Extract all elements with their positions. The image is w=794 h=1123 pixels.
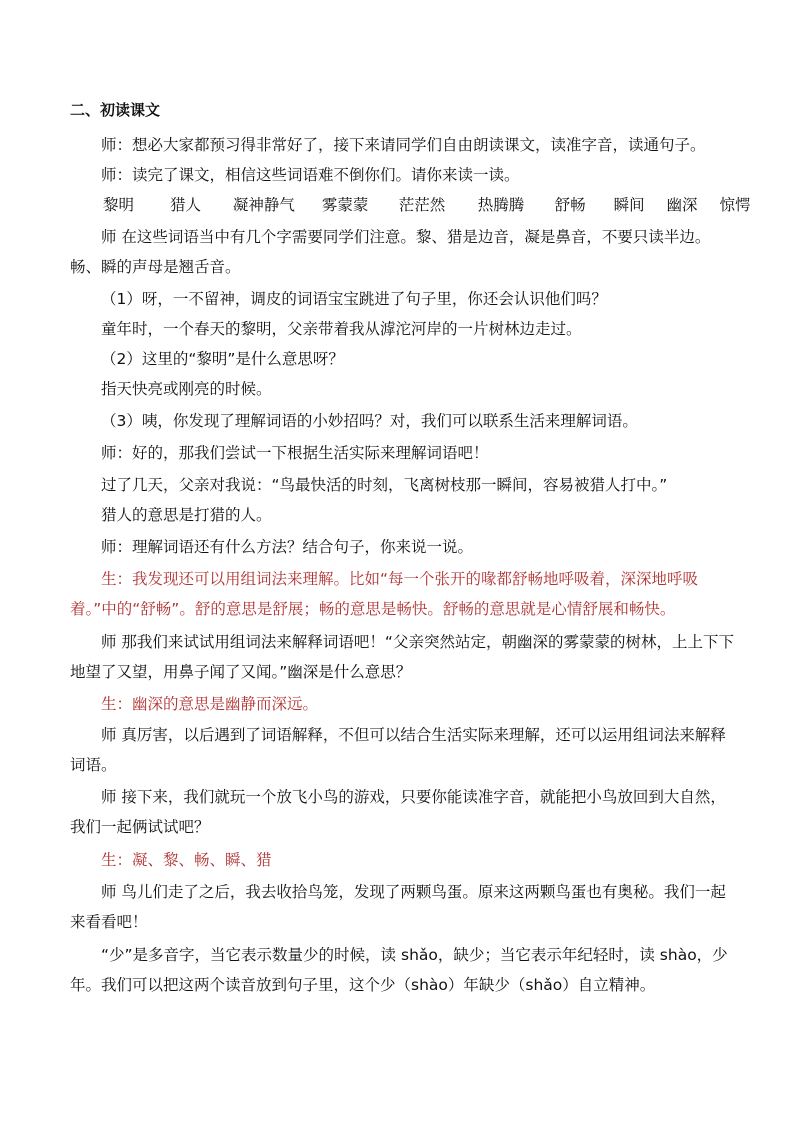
- paragraph-17: “少”是多音字，当它表示数量少的时候，读 shǎo，缺少；当它表示年纪轻时，读 shào，少年。我们可以把这两个读音放到句子里，这个少（shào）年缺少（shǎo）自立精神。: [70, 946, 728, 994]
- paragraph-2: 师：读完了课文，相信这些词语难不倒你们。请你来读一读。: [101, 166, 520, 184]
- paragraph-10: 过了几天，父亲对我说：“鸟最快活的时刻，飞离树枝那一瞬间，容易被猎人打中。”: [101, 476, 668, 494]
- student-answer-3: 生：凝、黎、畅、瞬、猎: [101, 851, 272, 869]
- paragraph-5: 童年时，一个春天的黎明，父亲带着我从滹沱河岸的一片树林边走过。: [101, 320, 582, 338]
- vocabulary-row: [103, 190, 751, 220]
- vocab-word: 惊愕: [719, 196, 751, 214]
- student-answer-2: 生：幽深的意思是幽静而深远。: [101, 695, 319, 713]
- paragraph-14: 师 真厉害，以后遇到了词语解释，不但可以结合生活实际来理解，还可以运用组词法来解释词语。: [70, 726, 726, 774]
- vocab-word: 茫茫然: [398, 196, 446, 214]
- paragraph-13: 师 那我们来试试用组词法来解释词语吧！“父亲突然站定，朝幽深的雾蒙蒙的树林，上上下下地望了又望，用鼻子闻了又闻。”幽深是什么意思？: [70, 633, 734, 681]
- paragraph-9: 师：好的，那我们尝试一下根据生活实际来理解词语吧！: [101, 444, 489, 462]
- vocab-word: 雾蒙蒙: [321, 196, 369, 214]
- vocab-word: 猎人: [169, 196, 201, 214]
- section-heading: 二、初读课文: [70, 101, 161, 119]
- paragraph-11: 猎人的意思是打猎的人。: [101, 506, 272, 524]
- vocab-word: 热腾腾: [477, 196, 525, 214]
- vocab-word: 幽深: [666, 196, 698, 214]
- paragraph-4: （1）呀，一不留神，调皮的词语宝宝跳进了句子里，你还会认识他们吗？: [101, 290, 607, 308]
- vocab-word: 凝神静气: [232, 196, 295, 214]
- student-answer-1: 生：我发现还可以用组词法来理解。比如“每一个张开的喙都舒畅地呼吸着，深深地呼吸着。”中的“舒畅”。舒的意思是舒展；畅的意思是畅快。舒畅的意思就是心情舒展和畅快。: [70, 570, 699, 618]
- paragraph-15: 师 接下来，我们就玩一个放飞小鸟的游戏，只要你能读准字音，就能把小鸟放回到大自然，我们一起俩试试吧？: [70, 788, 726, 836]
- vocab-word: 瞬间: [613, 196, 645, 214]
- vocab-word: 黎明: [103, 196, 135, 214]
- paragraph-12: 师：理解词语还有什么方法？结合句子，你来说一说。: [101, 538, 474, 556]
- paragraph-3: 师 在这些词语当中有几个字需要同学们注意。黎、猎是边音，凝是鼻音，不要只读半边。畅、瞬的声母是翘舌音。: [70, 228, 711, 276]
- paragraph-8: （3）咦，你发现了理解词语的小妙招吗？对，我们可以联系生活来理解词语。: [101, 412, 638, 430]
- paragraph-6: （2）这里的“黎明”是什么意思呀？: [101, 350, 344, 368]
- paragraph-16: 师 鸟儿们走了之后，我去收拾鸟笼，发现了两颗鸟蛋。原来这两颗鸟蛋也有奥秘。我们一起来看看吧！: [70, 883, 726, 931]
- paragraph-1: 师：想必大家都预习得非常好了，接下来请同学们自由朗读课文，读准字音，读通句子。: [101, 136, 706, 154]
- vocab-word: 舒畅: [554, 196, 586, 214]
- paragraph-7: 指天快亮或刚亮的时候。: [101, 380, 272, 398]
